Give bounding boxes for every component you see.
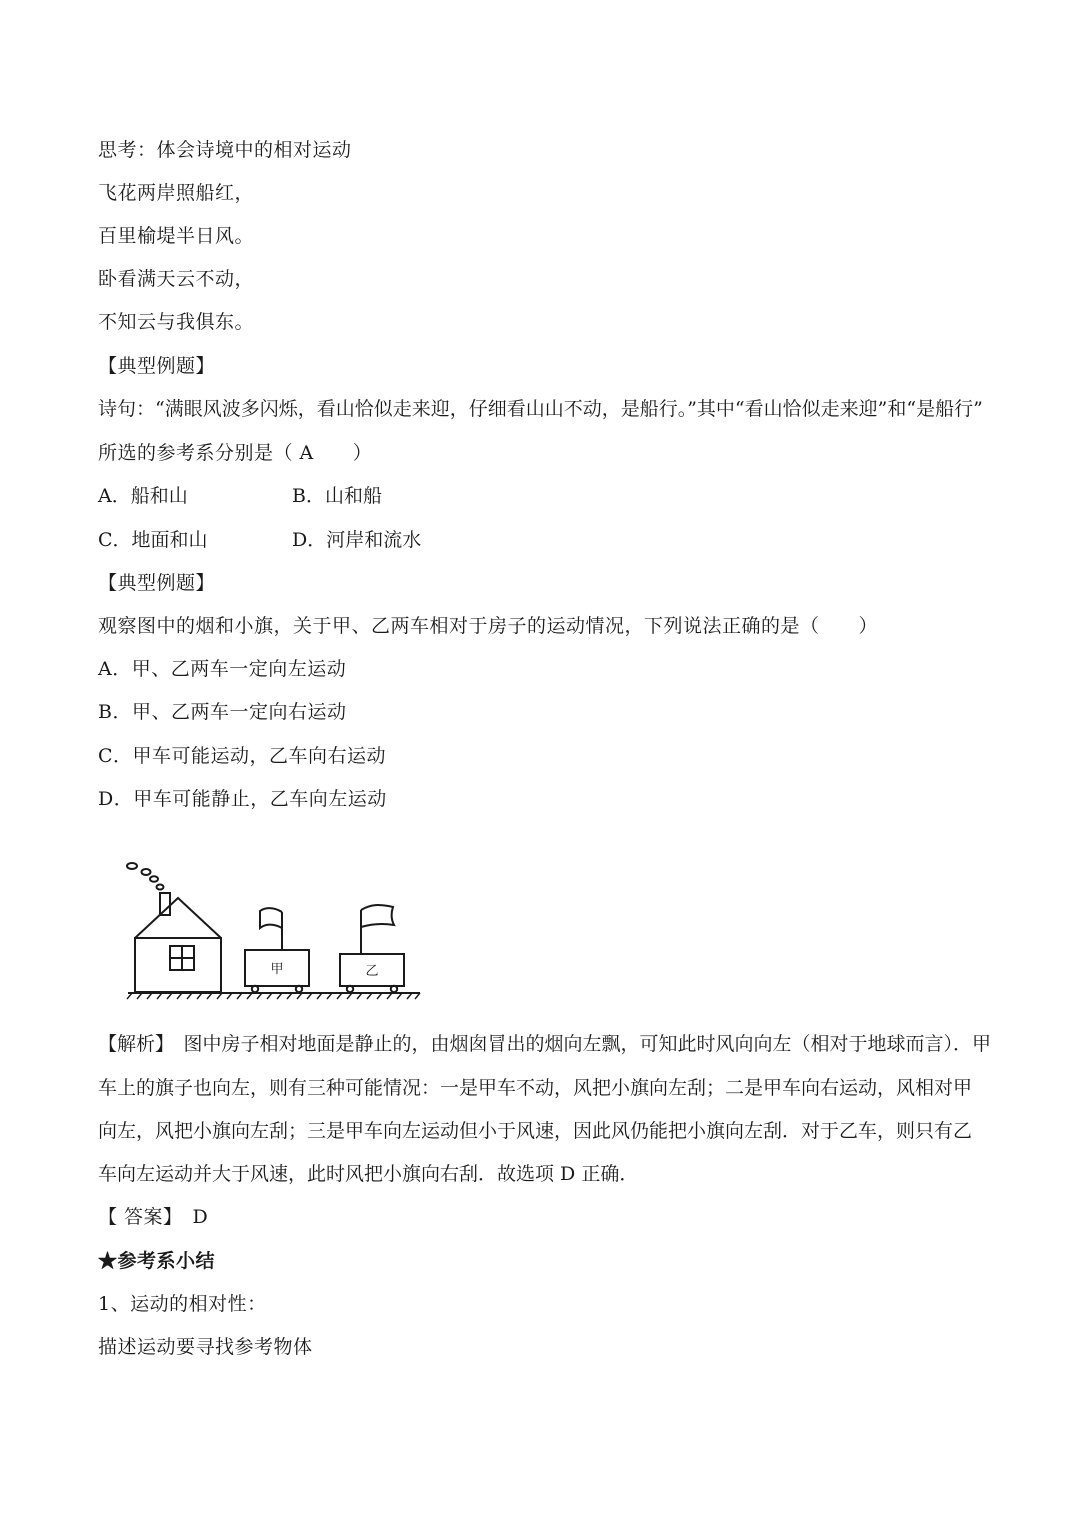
example1-option-b: B．山和船 xyxy=(292,485,382,507)
car-jia-label: 甲 xyxy=(270,962,284,977)
example2-header: 【典型例题】 xyxy=(98,572,216,594)
analysis-line-3: 向左，风把小旗向左刮；三是甲车向左运动但小于风速，因此风仍能把小旗向左刮．对于乙车，则只有乙 xyxy=(98,1120,973,1142)
answer: 【 答案】 D xyxy=(98,1206,209,1228)
house-and-cars-figure xyxy=(118,850,428,1010)
smoke-puffs xyxy=(127,863,164,890)
example1-option-a: A．船和山 xyxy=(98,485,188,507)
summary-item-1: 1、运动的相对性： xyxy=(98,1293,267,1315)
example2-option-a: A．甲、乙两车一定向左运动 xyxy=(98,658,347,680)
think-title: 思考：体会诗境中的相对运动 xyxy=(98,139,352,161)
summary-item-1-desc: 描述运动要寻找参考物体 xyxy=(98,1336,313,1358)
example1-option-c: C．地面和山 xyxy=(98,529,208,551)
poem-line-3: 卧看满天云不动， xyxy=(98,268,255,290)
example1-question-line2: 所选的参考系分别是（ A ） xyxy=(98,442,373,464)
example2-question: 观察图中的烟和小旗，关于甲、乙两车相对于房子的运动情况，下列说法正确的是（ ） xyxy=(98,615,879,637)
ground xyxy=(127,993,420,999)
example2-option-c: C．甲车可能运动，乙车向右运动 xyxy=(98,745,387,767)
example1-question-line1: 诗句：“满眼风波多闪烁，看山恰似走来迎，仔细看山山不动，是船行。”其中“看山恰似走来迎”和“是船行” xyxy=(98,398,983,420)
analysis-line-4: 车向左运动并大于风速，此时风把小旗向右刮．故选项 D 正确． xyxy=(98,1163,639,1185)
poem-line-4: 不知云与我俱东。 xyxy=(98,311,255,333)
car-yi-label: 乙 xyxy=(365,964,379,979)
car-yi xyxy=(340,905,404,992)
example2-option-b: B．甲、乙两车一定向右运动 xyxy=(98,701,347,723)
car-jia xyxy=(245,908,309,992)
poem-line-1: 飞花两岸照船红， xyxy=(98,182,255,204)
analysis-line-2: 车上的旗子也向左，则有三种可能情况：一是甲车不动，风把小旗向左刮；二是甲车向右运动，风相对甲 xyxy=(98,1077,973,1099)
house-shape xyxy=(135,893,221,992)
poem-line-2: 百里榆堤半日风。 xyxy=(98,225,255,247)
summary-title: ★参考系小结 xyxy=(98,1250,216,1272)
example1-header: 【典型例题】 xyxy=(98,355,216,377)
example2-option-d: D．甲车可能静止，乙车向左运动 xyxy=(98,788,387,810)
analysis-line-1: 【解析】 图中房子相对地面是静止的，由烟囱冒出的烟向左飘，可知此时风向向左（相对于地球而言）．甲 xyxy=(98,1033,992,1055)
figure-drawing xyxy=(118,850,428,1010)
example1-option-d: D．河岸和流水 xyxy=(292,529,422,551)
